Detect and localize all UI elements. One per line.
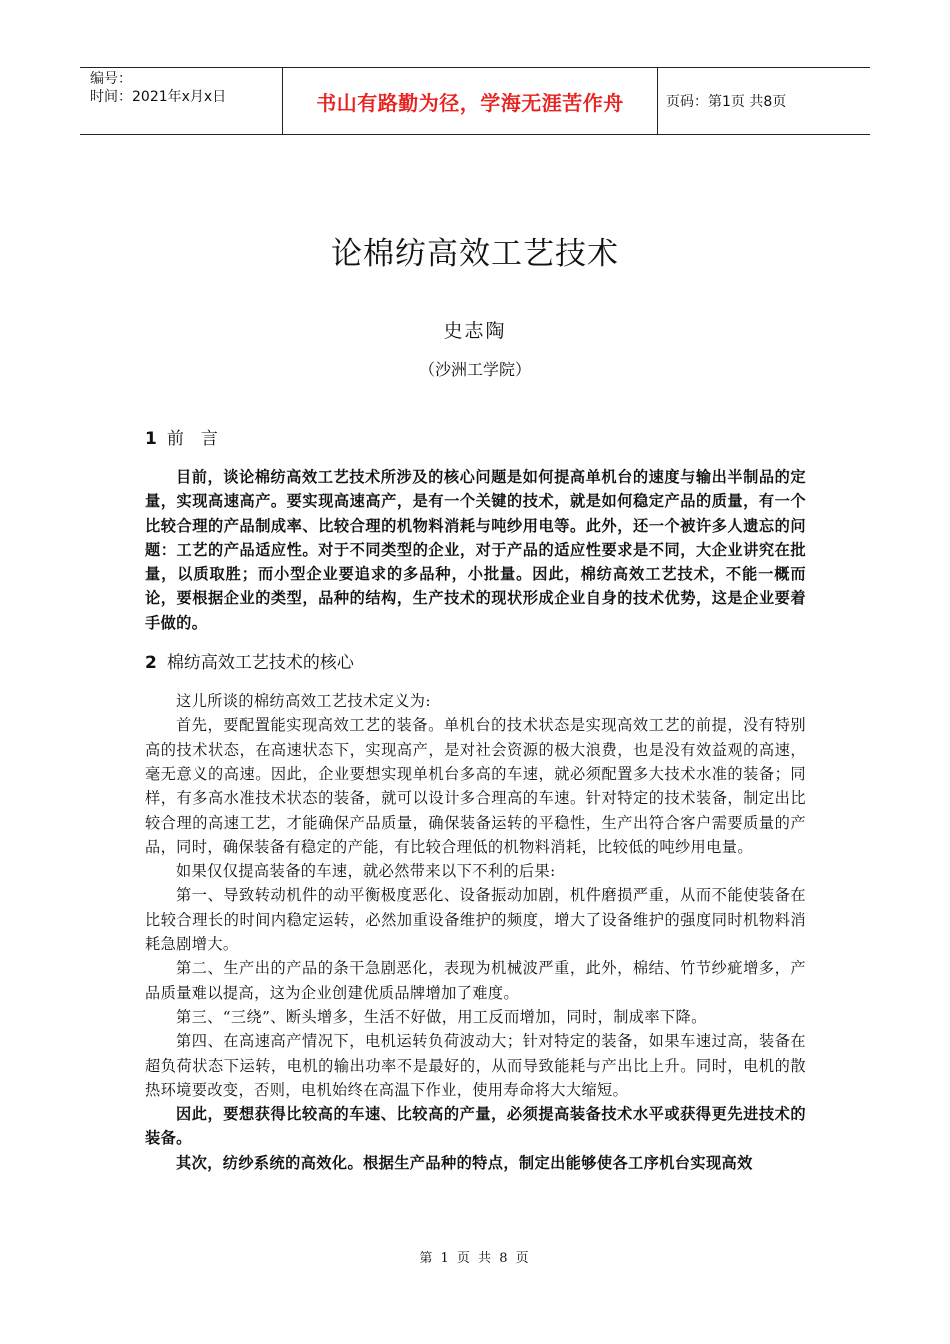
paragraph: 第四、在高速高产情况下，电机运转负荷波动大；针对特定的装备，如果车速过高，装备在超负荷状态下运转，电机的输出功率不是最好的，从而导致能耗与产出比上升。同时，电机的散热环境要改变，否则，电机始终在高温下作业，使用寿命将大大缩短。 [145, 1032, 806, 1099]
header-motto-cell [282, 68, 658, 134]
number-label: 编号： [90, 71, 132, 87]
document-title: 论棉纺高效工艺技术 [331, 236, 619, 272]
paragraph: 第二、生产出的产品的条干急剧恶化，表现为机械波严重，此外，棉结、竹节纱疵增多，产品质量难以提高，这为企业创建优质品牌增加了难度。 [145, 959, 806, 1002]
motto-text: 书山有路勤为径，学海无涯苦作舟 [316, 90, 624, 115]
paragraph: 因此，要想获得比较高的车速、比较高的产量，必须提高装备技术水平或获得更先进技术的装备。 [145, 1105, 806, 1148]
header-meta [80, 68, 282, 134]
page-footer: 第 1 页 共 8 页 [419, 1251, 531, 1266]
author-affiliation: （沙洲工学院） [418, 360, 531, 379]
author-name: 史志陶 [443, 320, 507, 342]
section-title: 前 言 [166, 429, 218, 449]
document-header [80, 67, 870, 135]
paragraph: 这儿所谈的棉纺高效工艺技术定义为: [176, 692, 431, 711]
section-heading-1 [145, 424, 806, 449]
section-number: 1 [145, 429, 157, 449]
paragraph: 如果仅仅提高装备的车速，就必然带来以下不利的后果: [176, 862, 556, 881]
paragraph: 其次，纺纱系统的高效化。根据生产品种的特点，制定出能够使各工序机台实现高效 [176, 1153, 753, 1172]
section-heading-2 [145, 648, 806, 673]
document-body [145, 424, 806, 1175]
section-number: 2 [145, 653, 157, 674]
paragraph: 第三、“三绕”、断头增多，生活不好做，用工反而增加，同时，制成率下降。 [176, 1007, 707, 1026]
time-label: 时间：2021年x月x日 [90, 89, 227, 105]
section-title: 棉纺高效工艺技术的核心 [166, 653, 354, 674]
paragraph: 第一、导致转动机件的动平衡极度恶化、设备振动加剧，机件磨损严重，从而不能使装备在比较合理长的时间内稳定运转，必然加重设备维护的频度，增大了设备维护的强度同时机物料消耗急剧增大。 [145, 886, 806, 954]
paragraph: 目前，谈论棉纺高效工艺技术所涉及的核心问题是如何提高单机台的速度与输出半制品的定量，实现高速高产。要实现高速高产，是有一个关键的技术，就是如何稳定产品的质量，有一个比较合理的产品制成率、比较合理的机物料消耗与吨纱用电等。此外，还一个被许多人遗忘的问题：工艺的产品适应性。对于不同类型的企业，对于产品的适应性要求是不同，大企业讲究在批量，以质取胜；而小型企业要追求的多品种，小批量。因此，棉纺高效工艺技术，不能一概而论，要根据企业的类型，品种的结构，生产技术的现状形成企业自身的技术优势，这是企业要着手做的。 [145, 468, 806, 632]
paragraph: 首先，要配置能实现高效工艺的装备。单机台的技术状态是实现高效工艺的前提，没有特别高的技术状态，在高速状态下，实现高产，是对社会资源的极大浪费，也是没有效益观的高速，毫无意义的高速。因此，企业要想实现单机台多高的车速，就必须配置多大技术水准的装备；同样，有多高水准技术状态的装备，就可以设计多合理高的车速。针对特定的技术装备，制定出比较合理的高速工艺，才能确保产品质量，确保装备运转的平稳性，生产出符合客户需要质量的产品，同时，确保装备有稳定的产能，有比较合理低的机物料消耗，比较低的吨纱用电量。 [145, 716, 806, 856]
header-page-info: 页码：第1页 共8页 [666, 94, 787, 110]
